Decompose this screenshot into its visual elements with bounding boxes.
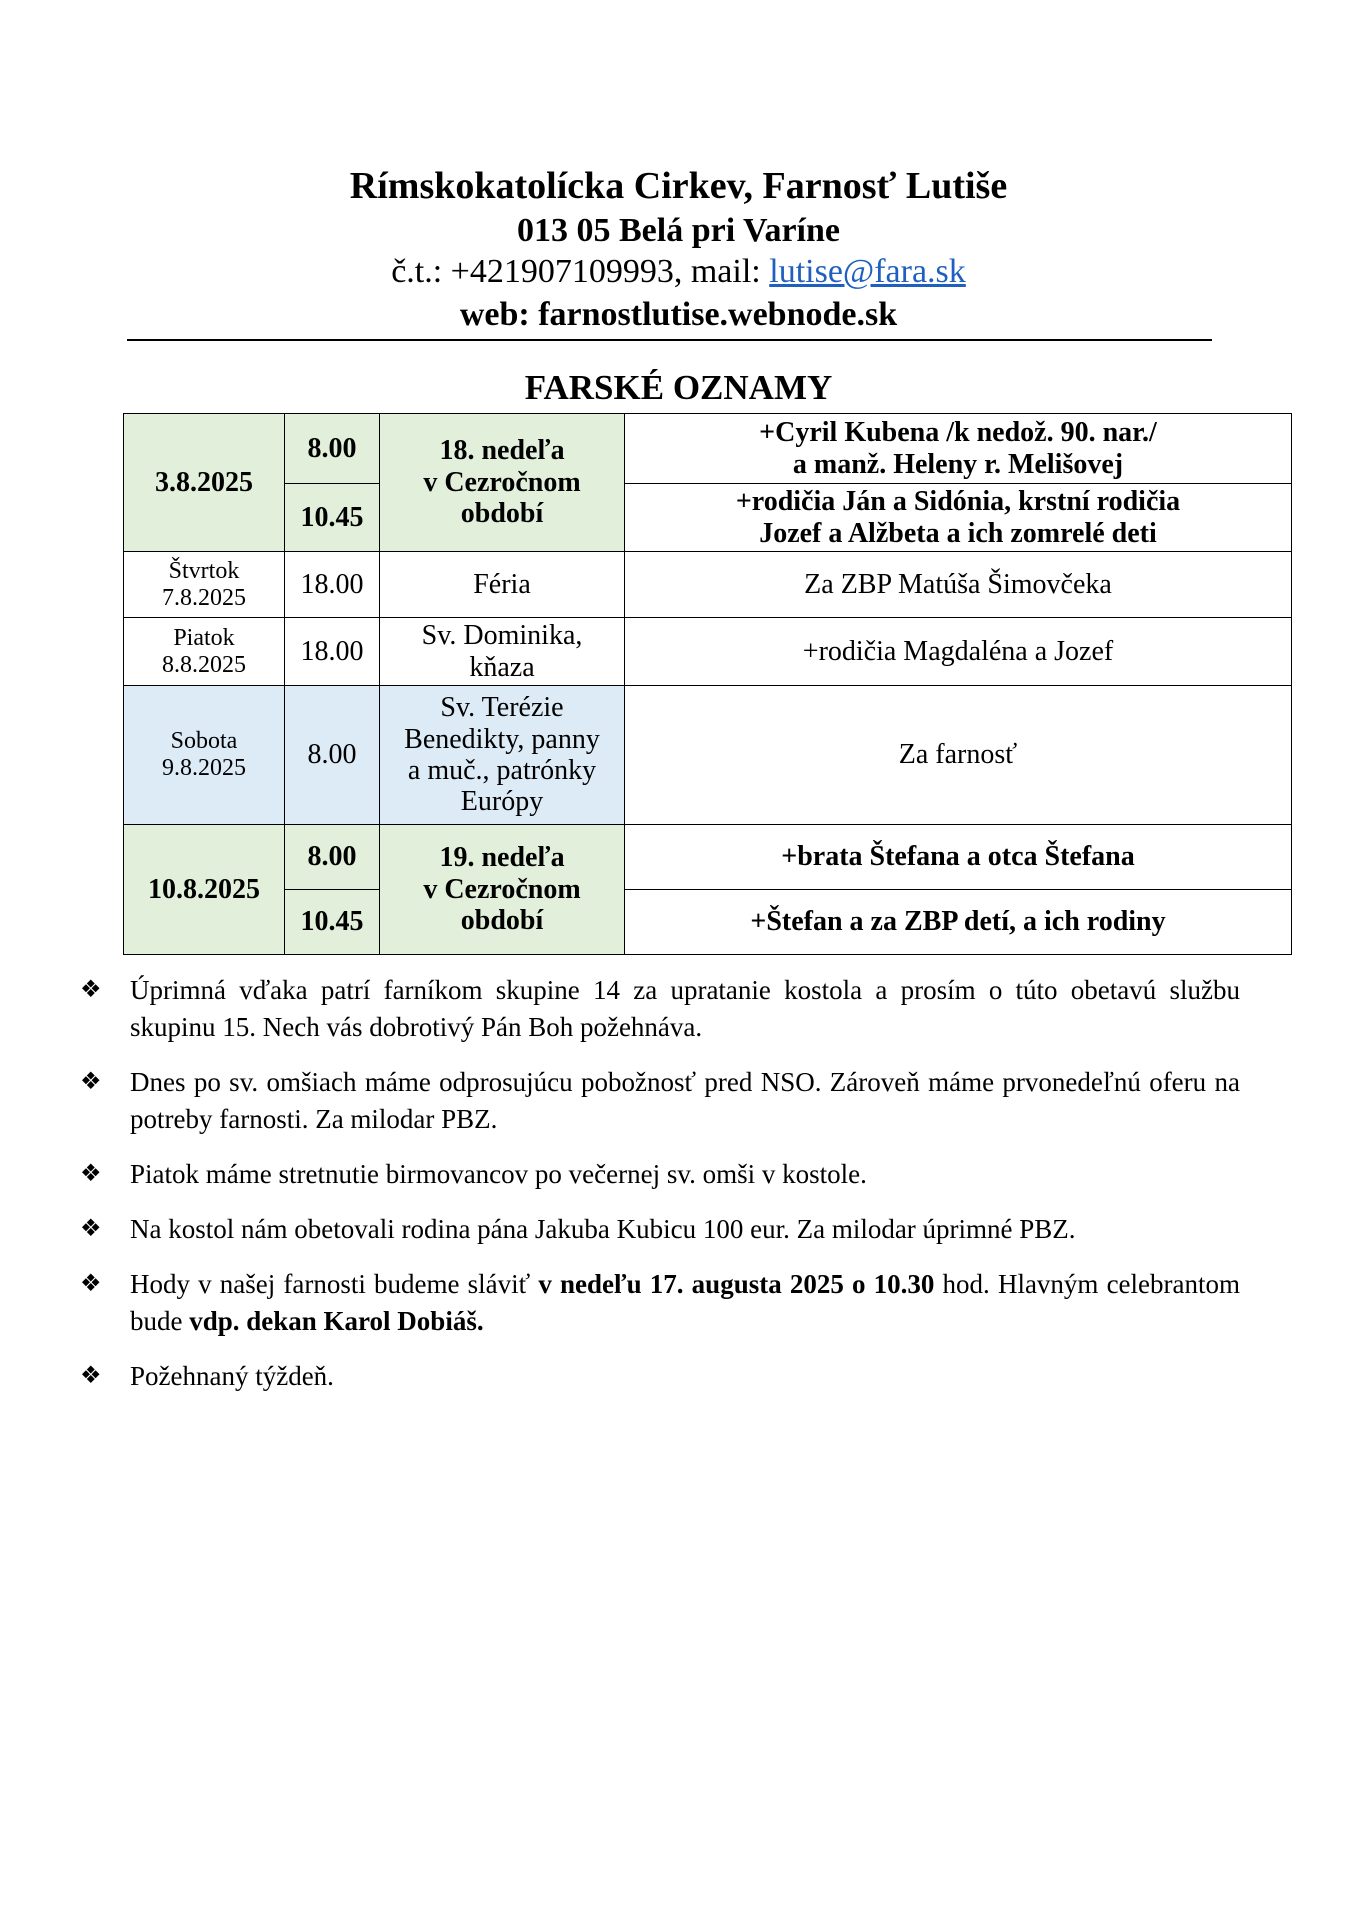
- intention-line: +rodičia Ján a Sidónia, krstní rodičia: [735, 486, 1181, 518]
- table-row: [124, 484, 1292, 552]
- announcement-text: Hody v našej farnosti budeme sláviť: [130, 1269, 539, 1299]
- feast-line: Sv. Dominika,: [421, 620, 583, 652]
- day-date-cell: [124, 686, 285, 825]
- mass-time-cell: 10.45: [285, 890, 380, 955]
- announcement-text: Piatok máme stretnutie birmovancov po večernej sv. omši v kostole.: [130, 1159, 867, 1189]
- table-row: [124, 552, 1292, 618]
- table-row: [124, 825, 1292, 890]
- diamond-bullet-icon: ❖: [80, 1271, 102, 1297]
- day-date-cell: [124, 618, 285, 686]
- mass-time-cell: 8.00: [285, 414, 380, 484]
- feast-line: 18. nedeľa: [439, 435, 565, 467]
- feast-cell: [380, 414, 625, 552]
- diamond-bullet-icon: ❖: [80, 1363, 102, 1389]
- feast-line: Európy: [460, 786, 544, 818]
- weekday-label: Sobota: [170, 728, 238, 755]
- intention-cell: [625, 414, 1292, 484]
- intention-line: Jozef a Alžbeta a ich zomrelé deti: [759, 517, 1157, 549]
- table-row: [124, 890, 1292, 955]
- sunday-date-cell: 3.8.2025: [124, 414, 285, 552]
- announcement-text: Požehnaný týždeň.: [130, 1361, 334, 1391]
- date-label: 7.8.2025: [162, 584, 246, 611]
- announcements-list: [80, 972, 1240, 1413]
- diamond-bullet-icon: ❖: [80, 1216, 102, 1242]
- announcement-text: Na kostol nám obetovali rodina pána Jakuba Kubicu 100 eur. Za milodar úprimné PBZ.: [130, 1214, 1076, 1244]
- table-row: [124, 618, 1292, 686]
- mass-time-cell: 8.00: [285, 825, 380, 890]
- intention-cell: +brata Štefana a otca Štefana: [625, 825, 1292, 890]
- weekday-label: Štvrtok: [168, 557, 240, 584]
- date-label: 9.8.2025: [162, 755, 246, 781]
- email-link[interactable]: lutise@fara.sk: [769, 253, 966, 290]
- feast-line: období: [460, 498, 544, 530]
- feast-line: v Cezročnom: [423, 873, 581, 905]
- intention-cell: +Štefan a za ZBP detí, a ich rodiny: [625, 890, 1292, 955]
- table-row: [124, 686, 1292, 825]
- document-title: FARSKÉ OZNAMY: [524, 368, 833, 407]
- intention-cell: [625, 484, 1292, 552]
- intention-line: a manž. Heleny r. Melišovej: [792, 448, 1124, 480]
- list-item: [80, 1358, 1240, 1395]
- feast-date-text: v nedeľu 17. augusta 2025 o 10.30: [538, 1269, 935, 1299]
- list-item: [80, 1064, 1240, 1138]
- announcement-text: Úprimná vďaka patrí farníkom skupine 14 za upratanie kostola a prosím o túto obetavú službu skupinu 15. Nech vás dobrotivý Pán Boh požehnáva.: [130, 975, 1240, 1042]
- intention-cell: Za farnosť: [625, 686, 1292, 825]
- feast-cell: [380, 825, 625, 955]
- list-item: [80, 1211, 1240, 1248]
- mass-time-cell: 10.45: [285, 484, 380, 552]
- intention-line: +Cyril Kubena /k nedož. 90. nar./: [759, 417, 1157, 449]
- parish-address: 013 05 Belá pri Varíne: [516, 212, 841, 249]
- feast-line: 19. nedeľa: [439, 842, 565, 874]
- parish-name: Rímskokatolícka Cirkev, Farnosť Lutiše: [349, 165, 1008, 207]
- mass-time-cell: 18.00: [285, 618, 380, 686]
- announcement-text: hod. Hlavným celebrantom bude: [130, 1269, 1241, 1336]
- phone-text: č.t.: +421907109993, mail:: [391, 253, 770, 290]
- list-item: [80, 1266, 1240, 1340]
- diamond-bullet-icon: ❖: [80, 1161, 102, 1187]
- parish-web: web: farnostlutise.webnode.sk: [459, 296, 898, 333]
- feast-line: období: [460, 905, 544, 937]
- feast-line: kňaza: [469, 651, 535, 683]
- mass-schedule-table: [123, 413, 1292, 955]
- celebrant-text: vdp. dekan Karol Dobiáš.: [189, 1306, 484, 1336]
- diamond-bullet-icon: ❖: [80, 1069, 102, 1095]
- day-date-cell: [124, 552, 285, 618]
- table-row: [124, 414, 1292, 484]
- feast-line: Sv. Terézie: [440, 692, 564, 724]
- sunday-date-cell: 10.8.2025: [124, 825, 285, 955]
- mass-time-cell: 8.00: [285, 686, 380, 825]
- intention-cell: +rodičia Magdaléna a Jozef: [625, 618, 1292, 686]
- feast-line: a muč., patrónky: [407, 755, 597, 786]
- mass-time-cell: 18.00: [285, 552, 380, 618]
- list-item: [80, 972, 1240, 1046]
- feast-cell: [380, 618, 625, 686]
- feast-line: Benedikty, panny: [404, 723, 600, 755]
- header-divider: [127, 339, 1212, 341]
- weekday-label: Piatok: [173, 624, 235, 651]
- feast-cell: [380, 686, 625, 825]
- intention-cell: Za ZBP Matúša Šimovčeka: [625, 552, 1292, 618]
- list-item: [80, 1156, 1240, 1193]
- diamond-bullet-icon: ❖: [80, 977, 102, 1003]
- announcement-text: Dnes po sv. omšiach máme odprosujúcu pobožnosť pred NSO. Zároveň máme prvonedeľnú oferu na potreby farnosti. Za milodar PBZ.: [130, 1067, 1240, 1134]
- parish-contact: [0, 253, 1357, 291]
- date-label: 8.8.2025: [162, 651, 246, 678]
- feast-cell: Féria: [380, 552, 625, 618]
- feast-line: v Cezročnom: [423, 466, 581, 498]
